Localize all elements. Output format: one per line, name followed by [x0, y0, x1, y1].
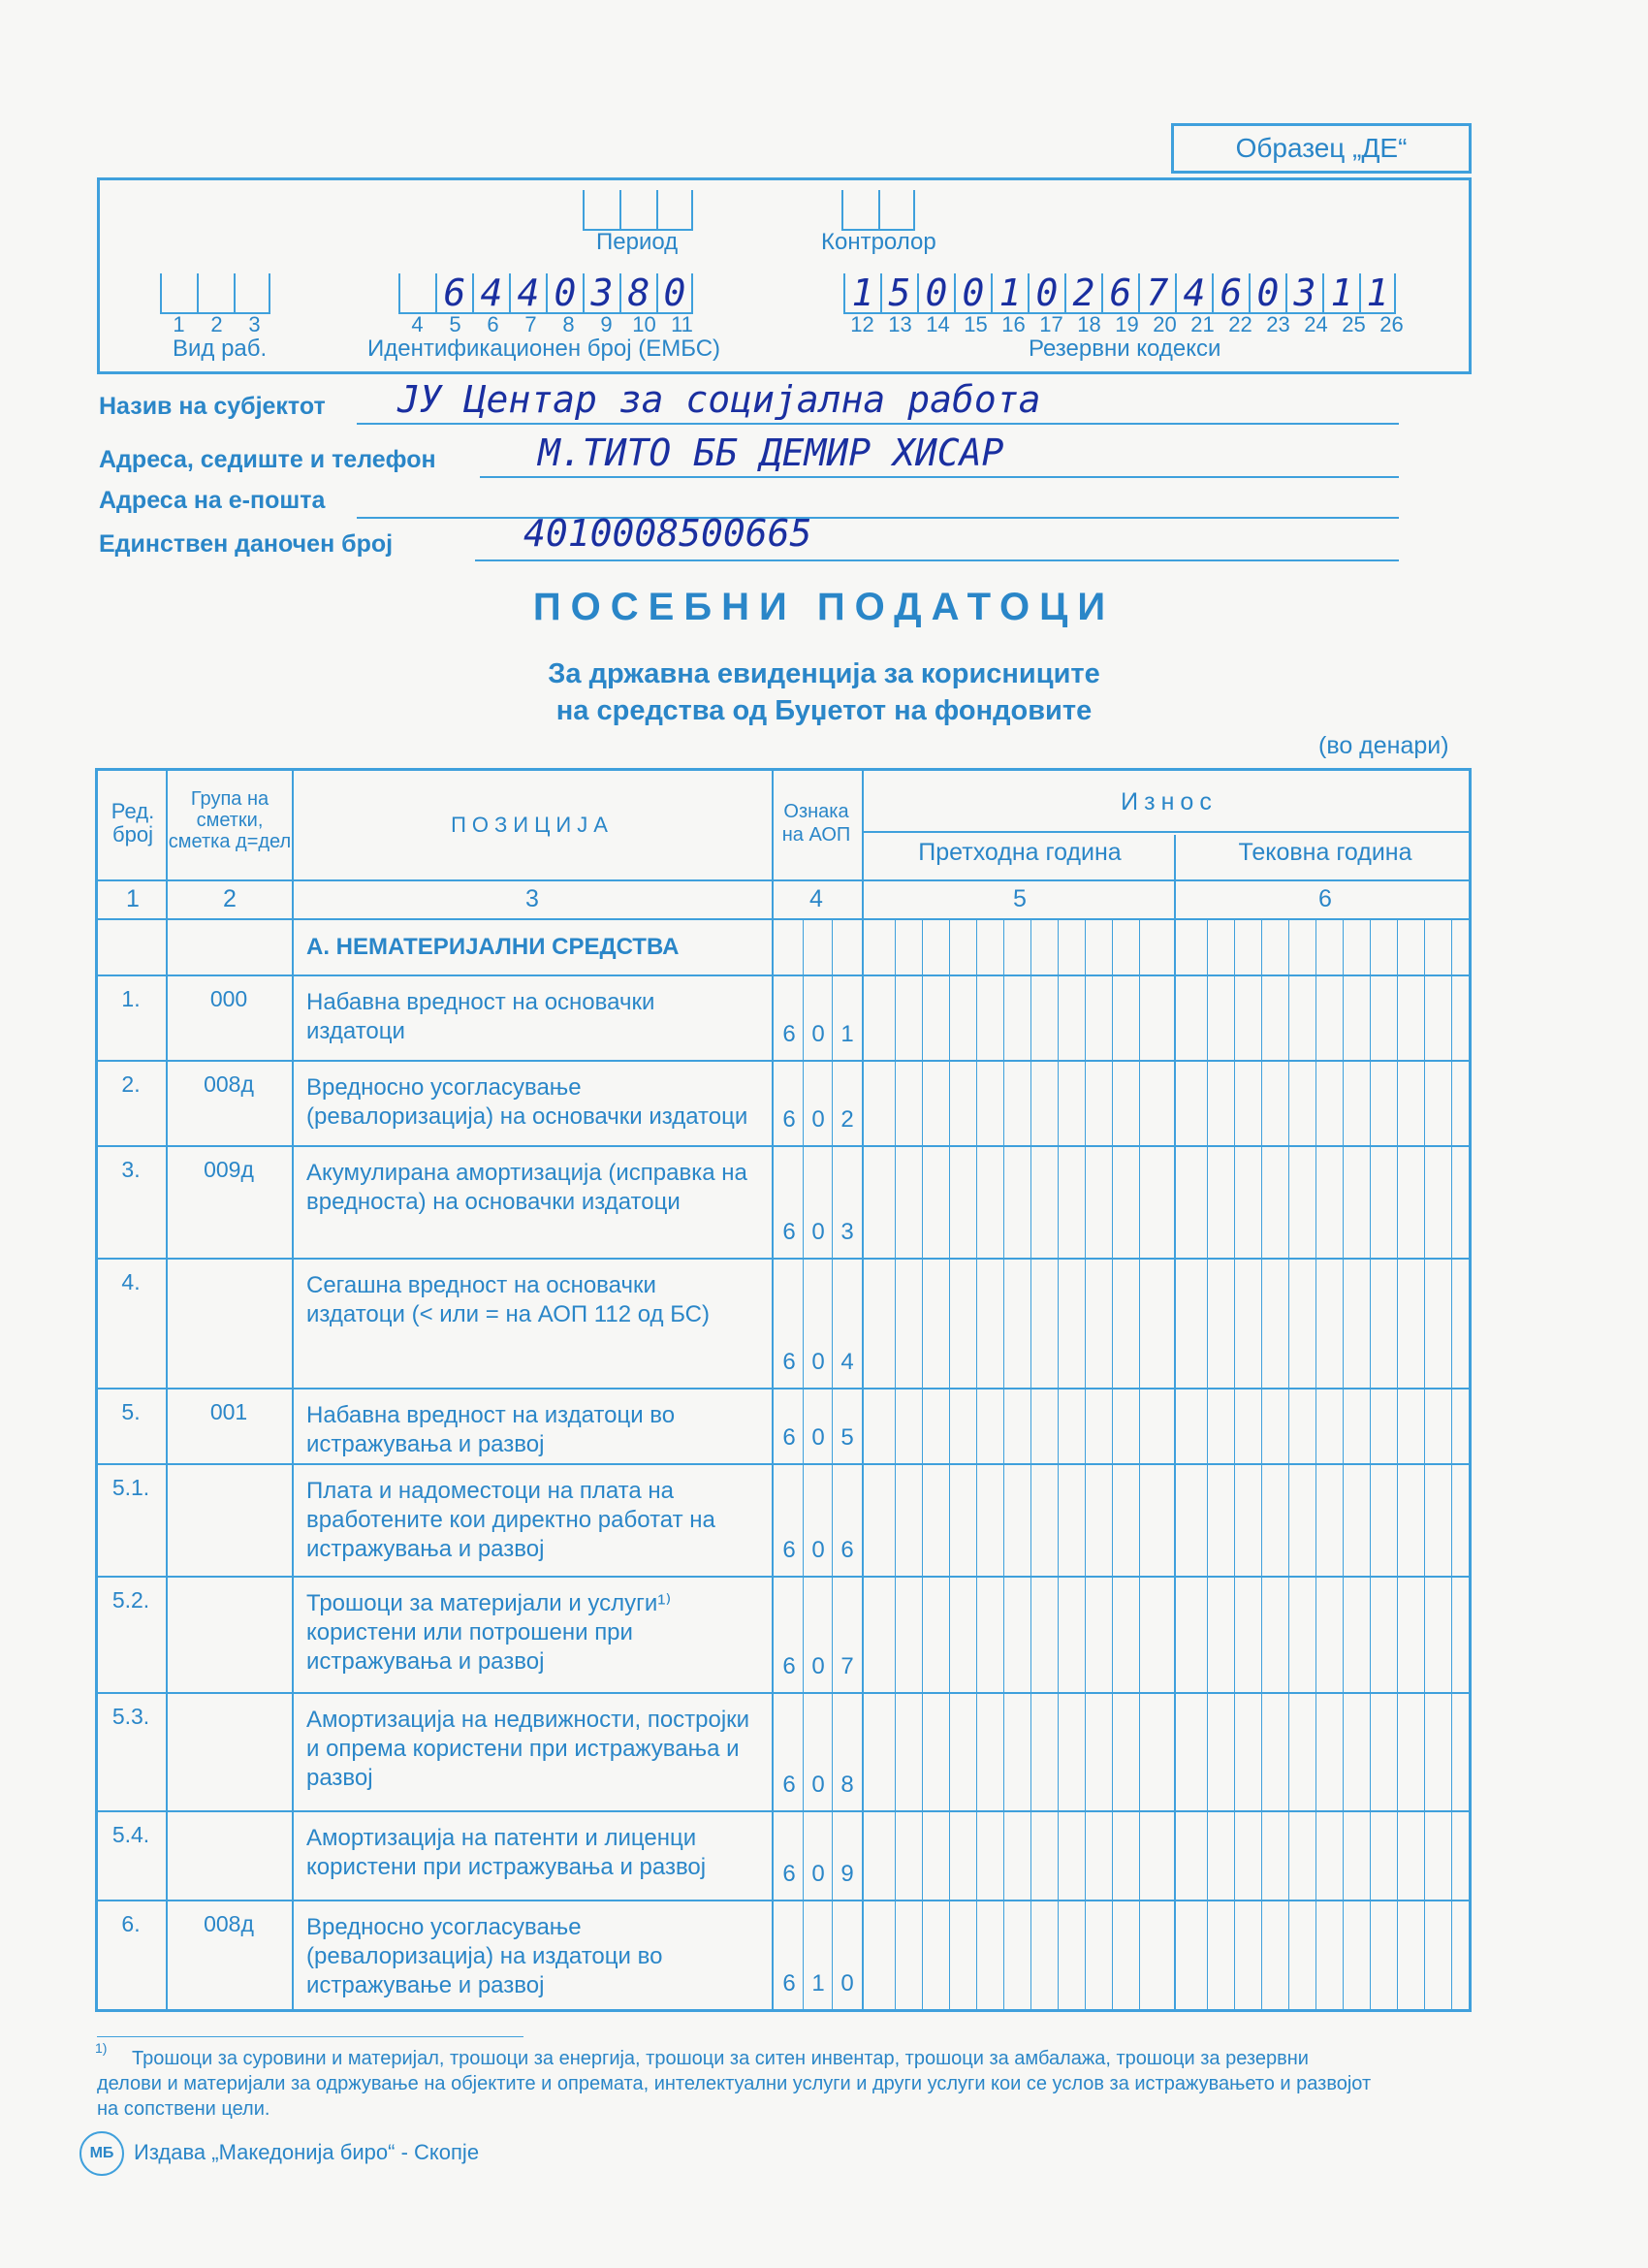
col-num: 16: [1001, 312, 1026, 336]
email-label: Адреса на е-пошта: [99, 487, 326, 514]
work-type-cell[interactable]: [160, 273, 197, 312]
work-type-label: Вид раб.: [173, 335, 268, 362]
col-num: 25: [1342, 312, 1366, 336]
amount-curr-cell[interactable]: [1176, 1258, 1469, 1388]
amount-curr-cell[interactable]: [1176, 1810, 1469, 1900]
row-description: Трошоци за материјали и услуги¹⁾ користени или потрошени при истражувања и развој: [306, 1590, 672, 1675]
col-num: 10: [632, 312, 656, 336]
column-rule: [292, 771, 294, 2009]
embs-cell[interactable]: 0: [656, 273, 693, 312]
aop-digit: 6: [782, 1653, 796, 1679]
amount-curr-cell[interactable]: [1176, 1060, 1469, 1145]
period-cell[interactable]: [619, 190, 656, 229]
col-index: 1: [126, 885, 140, 912]
col-num: 5: [449, 312, 461, 336]
col-index: 3: [525, 885, 539, 912]
col-index: 2: [223, 885, 237, 912]
row-number: 5.3.: [111, 1704, 150, 1729]
col-header-curr: Тековна година: [1238, 839, 1412, 866]
row-group: 009д: [204, 1157, 254, 1182]
reserve-nums: [843, 312, 1410, 337]
aop-digit: 0: [811, 1772, 825, 1798]
col-num: 3: [248, 312, 261, 336]
embs-cell[interactable]: 6: [435, 273, 472, 312]
col-header-group: Група на сметки, сметка д=дел: [168, 788, 292, 852]
aop-digit: 6: [782, 1424, 796, 1451]
row-number: 3.: [121, 1157, 141, 1182]
period-label: Период: [596, 229, 679, 255]
row-number: 4.: [121, 1269, 141, 1294]
amount-prev-cell[interactable]: [864, 1060, 1174, 1145]
section-title: А. НЕМАТЕРИЈАЛНИ СРЕДСТВА: [306, 934, 680, 960]
controller-cell[interactable]: [841, 190, 878, 229]
currency-note: (во денари): [1318, 732, 1449, 759]
col-header-amount: Износ: [1121, 788, 1218, 815]
row-description: Вредносно усогласување (ревалоризација) на издатоци во истражување и развој: [306, 1914, 663, 1998]
aop-digit: 0: [811, 1349, 825, 1375]
col-num: 4: [411, 312, 424, 336]
aop-digit: 0: [811, 1106, 825, 1133]
header-rule: [98, 918, 1469, 920]
footnote: Трошоци за суровини и материјал, трошоци за енергија, трошоци за ситен инвентар, трошоци за амбалажа, трошоци за резервни делови и материјали за одржување на објектите и опремата, интелектуални услуги и други услуги кои се услов за истражувањето и развојот на сопствени цели.: [97, 2048, 1372, 2120]
work-type-cell[interactable]: [234, 273, 270, 312]
reserve-cell[interactable]: 0: [1028, 273, 1064, 312]
col-num: 19: [1115, 312, 1139, 336]
document-title: ПОСЕБНИ ПОДАТОЦИ: [532, 586, 1116, 628]
amount-curr-cell[interactable]: [1176, 1388, 1469, 1463]
column-rule: [772, 771, 774, 2009]
address-value: М.ТИТО ББ ДЕМИР ХИСАР: [538, 431, 1004, 474]
aop-digit: 9: [840, 1861, 854, 1887]
aop-digit: 1: [811, 1970, 825, 1996]
amount-prev-cell[interactable]: [864, 1258, 1174, 1388]
row-number: 5.1.: [111, 1475, 150, 1500]
reserve-boxes[interactable]: [843, 273, 1396, 314]
row-number: 5.2.: [111, 1587, 150, 1613]
header-box: [97, 177, 1472, 374]
form-badge: [1171, 123, 1472, 174]
name-value: ЈУ Центар за социјална работа: [397, 378, 1041, 421]
period-cell[interactable]: [656, 190, 693, 229]
aop-digit: 8: [840, 1772, 854, 1798]
col-num: 6: [487, 312, 499, 336]
aop-digit: 6: [782, 1021, 796, 1047]
period-boxes[interactable]: [583, 190, 693, 231]
reserve-cell[interactable]: 1: [843, 273, 880, 312]
reserve-cell[interactable]: 2: [1064, 273, 1101, 312]
aop-digit: 0: [811, 1653, 825, 1679]
header-rule: [862, 831, 1469, 833]
aop-digit: 6: [840, 1537, 854, 1563]
tax-label: Единствен даночен број: [99, 530, 394, 558]
data-table: [95, 768, 1472, 2012]
amount-curr-cell[interactable]: [1176, 1463, 1469, 1576]
col-num: 26: [1379, 312, 1404, 336]
work-type-cell[interactable]: [197, 273, 234, 312]
col-num: 22: [1228, 312, 1252, 336]
row-description: Вредносно усогласување (ревалоризација) на основачки издатоци: [306, 1074, 748, 1130]
amount-curr-cell[interactable]: [1176, 974, 1469, 1060]
aop-digit: 6: [782, 1219, 796, 1245]
aop-digit: 6: [782, 1106, 796, 1133]
col-header-rednum: Ред. број: [111, 799, 155, 847]
reserve-cell[interactable]: 1: [1322, 273, 1359, 312]
row-description: Сегашна вредност на основачки издатоци (< или = на АОП 112 од БС): [306, 1272, 711, 1327]
amount-prev-cell[interactable]: [864, 1576, 1174, 1692]
row-description: Амортизација на патенти и лиценци користени при истражувања и развој: [306, 1825, 707, 1880]
aop-digit: 6: [782, 1537, 796, 1563]
period-cell[interactable]: [583, 190, 619, 229]
embs-cell[interactable]: 3: [583, 273, 619, 312]
col-index: 6: [1318, 885, 1332, 912]
row-number: 6.: [121, 1911, 141, 1936]
subtitle-line: За државна евиденција за корисниците: [548, 658, 1100, 689]
amount-prev-cell[interactable]: [864, 1692, 1174, 1810]
reserve-cell[interactable]: 0: [1249, 273, 1285, 312]
email-field[interactable]: [357, 482, 1399, 519]
aop-digit: 0: [811, 1219, 825, 1245]
row-group: 008д: [204, 1911, 254, 1936]
row-number: 1.: [121, 986, 141, 1011]
amount-prev-cell[interactable]: [864, 1463, 1174, 1576]
controller-cell[interactable]: [878, 190, 915, 229]
aop-digit: 0: [840, 1970, 854, 1996]
reserve-cell[interactable]: 3: [1285, 273, 1322, 312]
col-header-position: ПОЗИЦИЈА: [451, 813, 614, 837]
aop-digit: 4: [840, 1349, 854, 1375]
amount-curr-cell[interactable]: [1176, 1576, 1469, 1692]
amount-prev-cell[interactable]: [864, 1900, 1174, 2009]
document-subtitle: [291, 655, 1357, 729]
aop-digit: 0: [811, 1021, 825, 1047]
row-group: 008д: [204, 1071, 254, 1097]
aop-digit: 0: [811, 1424, 825, 1451]
col-num: 12: [850, 312, 874, 336]
reserve-cell[interactable]: 1: [991, 273, 1028, 312]
amount-prev-cell[interactable]: [864, 974, 1174, 1060]
row-description: Плата и надоместоци на плата на вработените кои директно работат на истражувања и развој: [306, 1478, 715, 1562]
col-num: 21: [1190, 312, 1215, 336]
amount-prev-cell[interactable]: [864, 1810, 1174, 1900]
subtitle-line: на средства од Буџетот на фондовите: [555, 695, 1093, 726]
embs-boxes[interactable]: [398, 273, 693, 314]
work-type-boxes[interactable]: [160, 273, 270, 314]
aop-digit: 3: [840, 1219, 854, 1245]
footnote-rule: [97, 2036, 523, 2037]
aop-digit: 0: [811, 1861, 825, 1887]
name-label: Назив на субјектот: [99, 393, 326, 420]
col-num: 18: [1077, 312, 1101, 336]
embs-cell[interactable]: 4: [509, 273, 546, 312]
amount-curr-cell[interactable]: [1176, 1900, 1469, 2009]
embs-cell[interactable]: [398, 273, 435, 312]
controller-label: Контролор: [821, 229, 936, 255]
reserve-cell[interactable]: 1: [1359, 273, 1396, 312]
embs-cell[interactable]: 4: [472, 273, 509, 312]
aop-digit: 1: [840, 1021, 854, 1047]
reserve-cell[interactable]: 5: [880, 273, 917, 312]
aop-digit: 6: [782, 1970, 796, 1996]
amount-curr-cell[interactable]: [1176, 1692, 1469, 1810]
publisher-text: Издава „Македонија биро“ - Скопје: [134, 2140, 480, 2164]
col-num: 17: [1039, 312, 1063, 336]
col-num: 23: [1266, 312, 1290, 336]
col-num: 24: [1304, 312, 1328, 336]
col-header-aop: Ознака на АОП: [781, 801, 851, 846]
amount-prev-cell[interactable]: [864, 1145, 1174, 1258]
row-description: Набавна вредност на издатоци во истражувања и развој: [306, 1402, 676, 1457]
aop-digit: 2: [840, 1106, 854, 1133]
controller-boxes[interactable]: [841, 190, 915, 231]
col-num: 20: [1153, 312, 1177, 336]
reserve-cell[interactable]: 6: [1212, 273, 1249, 312]
reserve-cell[interactable]: 7: [1138, 273, 1175, 312]
aop-digit: 7: [840, 1653, 854, 1679]
amount-prev-cell[interactable]: [864, 1388, 1174, 1463]
col-num: 11: [671, 312, 693, 336]
row-number: 5.: [121, 1399, 141, 1424]
col-index: 4: [809, 885, 823, 912]
col-header-prev: Претходна година: [918, 839, 1122, 866]
col-num: 7: [524, 312, 537, 336]
form-badge-text: Образец „ДЕ“: [1235, 133, 1408, 163]
embs-nums: [398, 312, 701, 337]
row-group: 000: [209, 986, 248, 1011]
aop-digit: 6: [782, 1861, 796, 1887]
reserve-cell[interactable]: 6: [1101, 273, 1138, 312]
header-rule: [98, 879, 1469, 881]
amount-curr-cell[interactable]: [1176, 1145, 1469, 1258]
col-num: 15: [964, 312, 988, 336]
row-description: Акумулирана амортизација (исправка на вредноста) на основачки издатоци: [306, 1160, 747, 1215]
aop-digit: 5: [840, 1424, 854, 1451]
embs-cell[interactable]: 8: [619, 273, 656, 312]
aop-digit: 0: [811, 1537, 825, 1563]
tax-value: 4010008500665: [523, 512, 812, 555]
embs-label: Идентификационен број (ЕМБС): [367, 335, 721, 362]
row-group: 001: [209, 1399, 248, 1424]
col-num: 9: [600, 312, 613, 336]
col-num: 2: [210, 312, 223, 336]
embs-cell[interactable]: 0: [546, 273, 583, 312]
address-label: Адреса, седиште и телефон: [99, 446, 436, 473]
reserve-cell[interactable]: 4: [1175, 273, 1212, 312]
aop-digit: 6: [782, 1772, 796, 1798]
work-type-nums: [160, 312, 273, 337]
row-number: 2.: [121, 1071, 141, 1097]
row-number: 5.4.: [111, 1822, 150, 1847]
col-num: 13: [888, 312, 912, 336]
publisher-logo: МБ: [79, 2131, 124, 2176]
col-num: 1: [173, 312, 185, 336]
aop-digit: 6: [782, 1349, 796, 1375]
col-num: 8: [562, 312, 575, 336]
footnote-mark: 1): [95, 2040, 108, 2056]
col-index: 5: [1013, 885, 1027, 912]
reserve-cell[interactable]: 0: [917, 273, 954, 312]
row-description: Амортизација на недвижности, постројки и опрема користени при истражувања и развој: [306, 1707, 750, 1791]
row-description: Набавна вредност на основачки издатоци: [306, 989, 655, 1044]
col-num: 14: [926, 312, 950, 336]
reserve-label: Резервни кодекси: [1029, 335, 1221, 362]
reserve-cell[interactable]: 0: [954, 273, 991, 312]
